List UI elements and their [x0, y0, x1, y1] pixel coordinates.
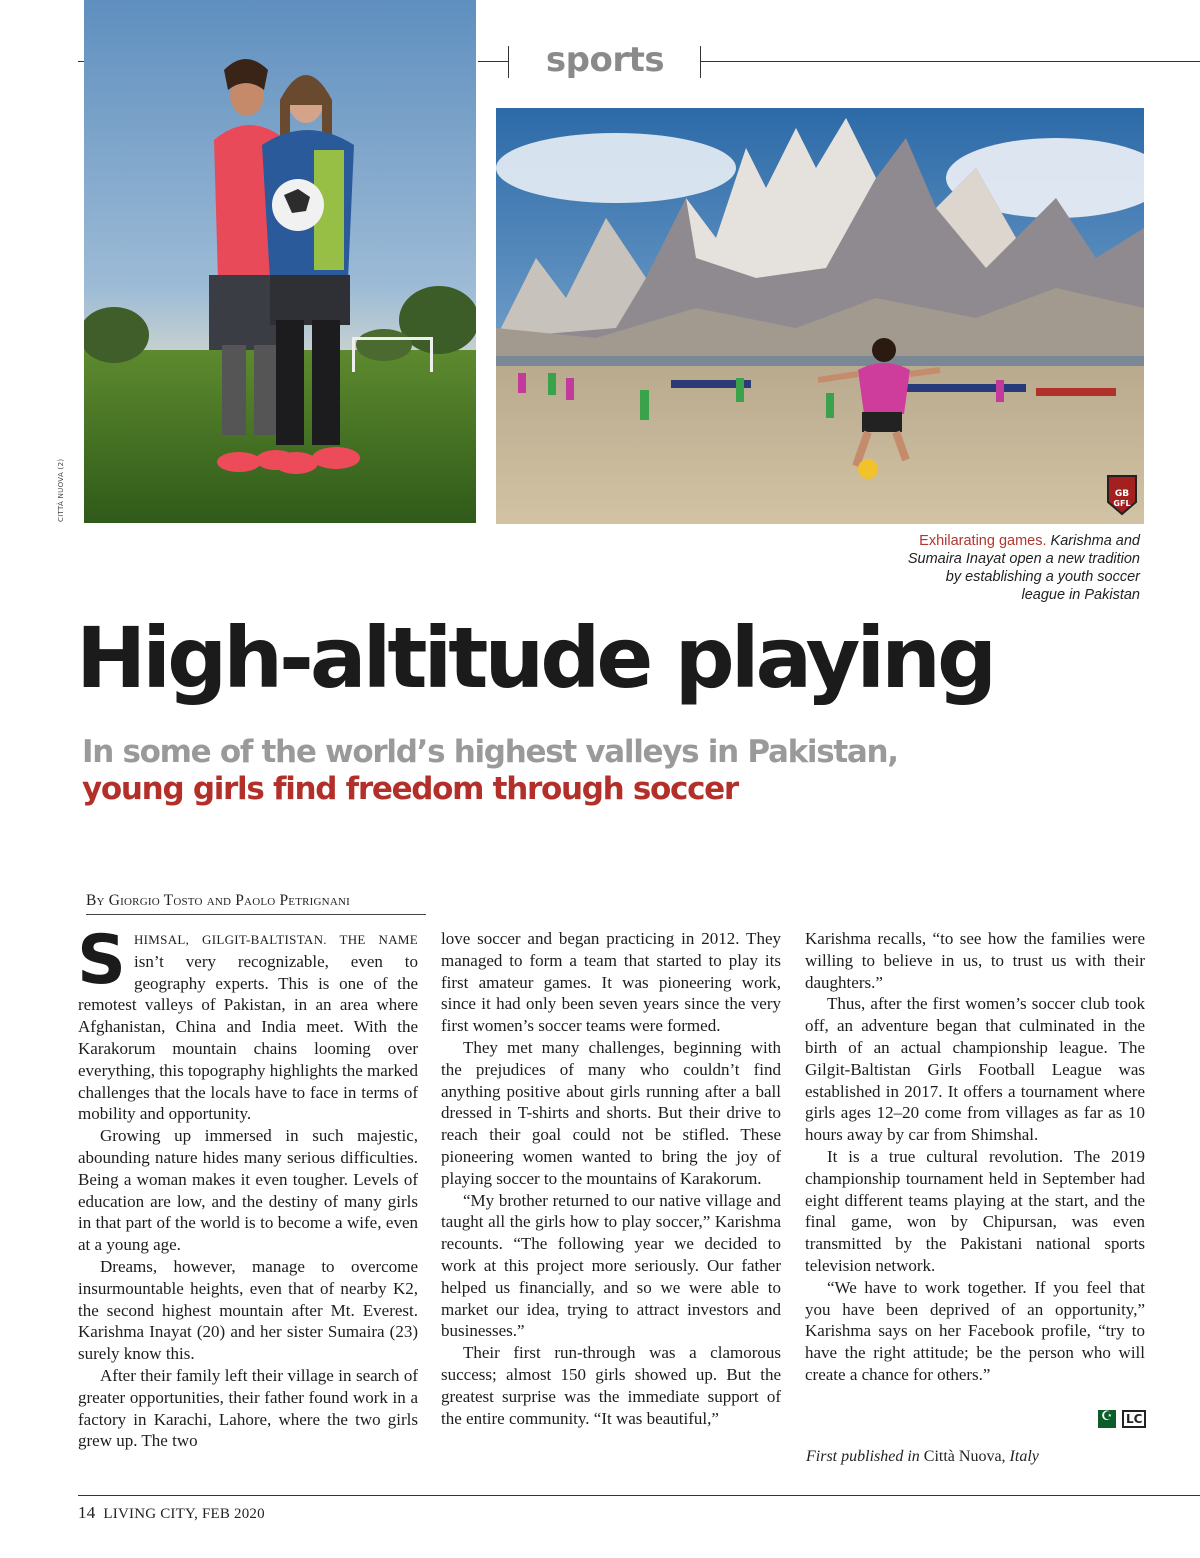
- footer-rule: [78, 1495, 1200, 1496]
- page-footer: [78, 1503, 265, 1523]
- article-paragraph: They met many challenges, beginning with the prejudices of many who couldn’t find anything positive about girls running after a ball dressed in T-shirts and shorts. But their drive to reach their goal could not be stifled. These pioneering women wanted to bring the joy of playing soccer to the mountains of Karakorum.: [441, 1037, 781, 1188]
- league-logo-text: GB: [1114, 489, 1130, 499]
- article-paragraph: Thus, after the first women’s soccer club took off, an adventure began that culminated in the birth of an actual championship league. The Gilgit-Baltistan Girls Football League was established in 2017. It offers a tournament where girls ages 12–20 come from villages as far as 10 hours away by car from Shimshal.: [805, 994, 1145, 1145]
- header-rule-left: [478, 61, 508, 62]
- header-tick-right: [700, 46, 701, 78]
- header-tick-left: [508, 46, 509, 78]
- publication-name: LIVING CITY, FEB 2020: [103, 1506, 265, 1522]
- article-paragraph: Their first run-through was a clamorous success; almost 150 girls showed up. But the greatest surprise was the immediate support of the entire community. “It was beautiful,”: [441, 1343, 781, 1428]
- pakistan-flag-icon: [1092, 1410, 1116, 1428]
- section-label: sports: [545, 40, 665, 80]
- article-paragraph: [77, 921, 418, 1125]
- living-city-end-icon: LC: [1122, 1410, 1146, 1428]
- lede-caps: HIMSAL, GILGIT-BALTISTAN. THE NAME: [133, 932, 418, 947]
- caption-text: Karishma and Sumaira Inayat open a new tradition by establishing a youth soccer league in Pakistan: [907, 533, 1140, 603]
- article-paragraph: It is a true cultural revolution. The 2019 championship tournament held in September had eight different teams playing at the start, and the final game, won by Chipursan, was even transmitted by the Pakistani national sports television network.: [805, 1146, 1145, 1275]
- article-paragraph: Karishma recalls, “to see how the families were willing to believe in us, to trust us with their daughters.”: [805, 929, 1145, 992]
- byline-names: Giorgio Tosto and Paolo Petrignani: [108, 892, 350, 909]
- photo-credit: CITTÀ NUOVA (2): [57, 458, 65, 522]
- article-paragraph: Dreams, however, manage to overcome insurmountable heights, even that of nearby K2, the second highest mountain after Mt. Everest. Karishma Inayat (20) and her sister Sumaira (23) surely know this.: [78, 1256, 418, 1364]
- caption-lead: Exhilarating games.: [919, 533, 1047, 549]
- byline: [86, 892, 426, 915]
- lede-text: isn’t very recognizable, even to geography experts. This is one of the remotest valleys of Pakistan, in an area where Afghanistan, China and India meet. With the Karakorum mountain chains looming over everything, this topography highlights the marked challenges that the locals have to face in terms of mobility and opportunity.: [78, 951, 418, 1124]
- first-published-note: [806, 1448, 1039, 1466]
- article-headline: High-altitude playing: [76, 609, 994, 707]
- players-photo-art: [84, 0, 476, 523]
- first-pub-source: Città Nuova: [923, 1448, 1002, 1465]
- article-paragraph: After their family left their village in search of greater opportunities, their father found work in a factory in Karachi, Lahore, where the two girls grew up. The two: [78, 1365, 418, 1451]
- article-paragraph: love soccer and began practicing in 2012. They managed to form a team that started to play its first amateur games. It was pioneering work, since it had only been seven years since the very first women’s soccer teams were formed.: [441, 929, 781, 1036]
- mountain-match-photo: [496, 108, 1144, 524]
- article-paragraph: Growing up immersed in such majestic, abounding nature hides many serious difficulties. Being a woman makes it even tougher. Levels of education are low, and the destiny of many girls in that part of the world is to become a wife, even at a young age.: [78, 1126, 418, 1255]
- first-pub-suffix: , Italy: [1001, 1448, 1039, 1465]
- header-rule-right: [700, 61, 1200, 62]
- page-number: 14: [78, 1503, 96, 1522]
- photo-caption: [900, 532, 1140, 604]
- article-column-1: [77, 921, 418, 1452]
- end-marks: [1092, 1410, 1146, 1428]
- article-paragraph: “My brother returned to our native village and taught all the girls how to play soccer,” Karishma recounts. “The following year we decided to work at this project more seriously. Our father helped us financially, and so we were able to market our idea, trying to attract investors and businesses.”: [441, 1190, 781, 1341]
- article-paragraph: “We have to work together. If you feel that you have been deprived of an opportunity,” Karishma says on her Facebook profile, “try to have the right attitude; be the person who will create a chance for others.”: [805, 1277, 1145, 1384]
- drop-cap: S: [77, 921, 126, 1000]
- mountain-match-photo-art: [496, 108, 1144, 524]
- players-photo: [84, 0, 476, 523]
- article-column-3: [805, 928, 1145, 1386]
- deck-red: young girls find freedom through soccer: [82, 771, 738, 807]
- byline-by: By: [86, 892, 109, 909]
- first-pub-prefix: First published in: [806, 1448, 924, 1465]
- league-logo-subtext: GFL: [1113, 499, 1131, 508]
- deck-gray: In some of the world’s highest valleys in Pakistan,: [82, 734, 898, 770]
- article-deck: [82, 734, 982, 808]
- article-column-2: [441, 928, 781, 1429]
